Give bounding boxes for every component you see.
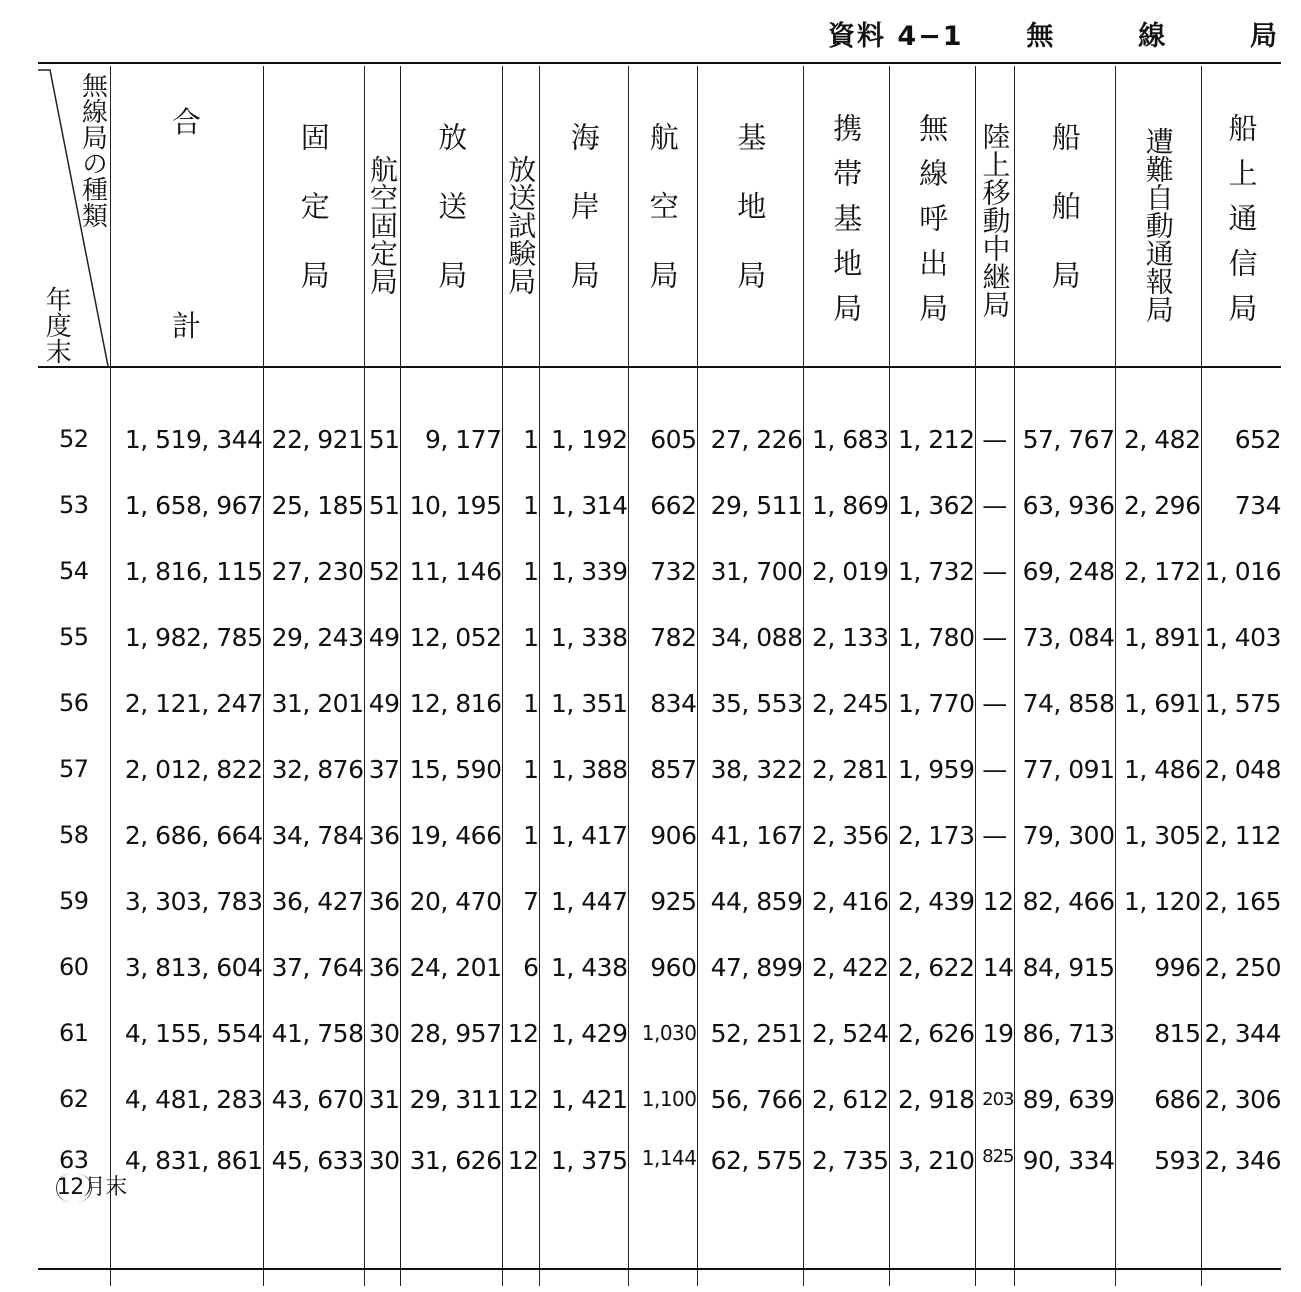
value-cell: 925: [628, 868, 697, 934]
col-header: [628, 66, 697, 367]
value-cell: 2, 048: [1201, 736, 1281, 802]
value-cell: 49: [364, 670, 400, 736]
value-cell: 34, 784: [263, 802, 364, 868]
col-header-text: 航空固定局: [366, 155, 399, 295]
value-cell: 12: [975, 868, 1014, 934]
year-label: 56: [58, 689, 89, 717]
value-cell: 825: [975, 1132, 1014, 1286]
year-cell: [38, 1066, 110, 1132]
value-cell: 1, 192: [539, 367, 628, 472]
value-cell: 1, 403: [1201, 604, 1281, 670]
value-cell: 2, 482: [1115, 367, 1201, 472]
value-cell: 1, 959: [889, 736, 975, 802]
corner-bottom-label: 年度末: [41, 286, 72, 364]
value-cell: 20, 470: [400, 868, 502, 934]
value-cell: 1, 339: [539, 538, 628, 604]
value-cell: 593: [1115, 1132, 1201, 1286]
value-cell: 30: [364, 1132, 400, 1286]
value-cell: 89, 639: [1014, 1066, 1115, 1132]
value-cell: 3, 210: [889, 1132, 975, 1286]
value-cell: 3, 303, 783: [110, 868, 263, 934]
value-cell: 732: [628, 538, 697, 604]
year-label: 60: [58, 953, 89, 981]
value-cell: 1, 212: [889, 367, 975, 472]
corner-top-label: 無線局の種類: [77, 72, 108, 228]
value-cell: 51: [364, 367, 400, 472]
value-cell: 1, 869: [803, 472, 889, 538]
value-cell: 1: [502, 367, 539, 472]
col-header: [697, 66, 803, 367]
table-row: [38, 802, 1281, 868]
col-header: [1115, 66, 1201, 367]
value-cell: 49: [364, 604, 400, 670]
value-cell: 1, 891: [1115, 604, 1201, 670]
value-cell: 2, 422: [803, 934, 889, 1000]
value-cell: 2, 439: [889, 868, 975, 934]
value-cell: 2, 165: [1201, 868, 1281, 934]
value-cell: 51: [364, 472, 400, 538]
value-cell: 22, 921: [263, 367, 364, 472]
value-cell: 52: [364, 538, 400, 604]
value-cell: 10, 195: [400, 472, 502, 538]
value-cell: —: [975, 604, 1014, 670]
value-cell: 2, 250: [1201, 934, 1281, 1000]
year-label: 62: [58, 1085, 89, 1113]
col-header: [539, 66, 628, 367]
value-cell: 960: [628, 934, 697, 1000]
col-header: [110, 66, 263, 367]
value-cell: —: [975, 802, 1014, 868]
value-cell: 31, 700: [697, 538, 803, 604]
value-cell: 2, 346: [1201, 1132, 1281, 1286]
value-cell: 69, 248: [1014, 538, 1115, 604]
year-cell: [38, 538, 110, 604]
value-cell: 1, 362: [889, 472, 975, 538]
value-cell: 36: [364, 868, 400, 934]
value-cell: —: [975, 367, 1014, 472]
col-header-text: 放送局: [434, 121, 469, 329]
value-cell: 203: [975, 1066, 1014, 1132]
value-cell: 27, 226: [697, 367, 803, 472]
value-cell: 2, 612: [803, 1066, 889, 1132]
value-cell: 2, 296: [1115, 472, 1201, 538]
col-header: [1014, 66, 1115, 367]
value-cell: 2, 306: [1201, 1066, 1281, 1132]
value-cell: 19: [975, 1000, 1014, 1066]
year-cell: [38, 736, 110, 802]
value-cell: 1, 421: [539, 1066, 628, 1132]
year-cell: [38, 1000, 110, 1066]
col-header-text: 海岸局: [566, 121, 601, 329]
value-cell: 52, 251: [697, 1000, 803, 1066]
radio-stations-table: [38, 66, 1281, 1286]
value-cell: 36: [364, 934, 400, 1000]
year-cell: [38, 472, 110, 538]
value-cell: 906: [628, 802, 697, 868]
year-cell: [38, 1132, 127, 1286]
table-row: [38, 1000, 1281, 1066]
value-cell: 1, 447: [539, 868, 628, 934]
value-cell: 1, 683: [803, 367, 889, 472]
col-header-text: 無線呼出局: [915, 112, 950, 338]
value-cell: 6: [502, 934, 539, 1000]
value-cell: 1, 770: [889, 670, 975, 736]
col-header-text: 固定局: [296, 121, 331, 329]
value-cell: 2, 524: [803, 1000, 889, 1066]
col-header: [803, 66, 889, 367]
value-cell: 43, 670: [263, 1066, 364, 1132]
value-cell: 1, 732: [889, 538, 975, 604]
value-cell: 834: [628, 670, 697, 736]
value-cell: 4, 481, 283: [110, 1066, 263, 1132]
header-row: [38, 66, 1281, 367]
value-cell: 2, 121, 247: [110, 670, 263, 736]
value-cell: 1: [502, 604, 539, 670]
col-header-text: 遭難自動通報局: [1141, 127, 1175, 323]
value-cell: 36, 427: [263, 868, 364, 934]
year-label: 52: [58, 425, 89, 453]
year-label: 59: [58, 887, 89, 915]
value-cell: 29, 311: [400, 1066, 502, 1132]
value-cell: 12: [502, 1132, 539, 1286]
year-cell: [38, 367, 110, 472]
value-cell: 90, 334: [1014, 1132, 1115, 1286]
value-cell: 2, 918: [889, 1066, 975, 1132]
value-cell: 44, 859: [697, 868, 803, 934]
value-cell: 29, 511: [697, 472, 803, 538]
value-cell: 32, 876: [263, 736, 364, 802]
year-label: 57: [58, 755, 89, 783]
value-cell: 29, 243: [263, 604, 364, 670]
year-cell: [38, 868, 110, 934]
value-cell: 2, 172: [1115, 538, 1201, 604]
value-cell: 1, 438: [539, 934, 628, 1000]
table-row: [38, 1132, 1281, 1286]
table-row: [38, 367, 1281, 472]
value-cell: 3, 813, 604: [110, 934, 263, 1000]
value-cell: 782: [628, 604, 697, 670]
col-header-text: 計: [171, 309, 201, 343]
value-cell: 1: [502, 538, 539, 604]
title-subject-2: 線: [1138, 21, 1168, 52]
table-row: [38, 736, 1281, 802]
value-cell: 7: [502, 868, 539, 934]
year-label: 63: [58, 1146, 89, 1174]
value-cell: 12: [502, 1000, 539, 1066]
value-cell: 1, 780: [889, 604, 975, 670]
value-cell: 86, 713: [1014, 1000, 1115, 1066]
year-cell: [38, 670, 110, 736]
value-cell: 2, 686, 664: [110, 802, 263, 868]
value-cell: 2, 133: [803, 604, 889, 670]
value-cell: 12: [502, 1066, 539, 1132]
year-cell: [38, 934, 110, 1000]
value-cell: —: [975, 538, 1014, 604]
value-cell: 2, 356: [803, 802, 889, 868]
value-cell: 15, 590: [400, 736, 502, 802]
col-header-text: 陸上移動中継局: [978, 122, 1012, 318]
value-cell: 56, 766: [697, 1066, 803, 1132]
value-cell: 1, 314: [539, 472, 628, 538]
value-cell: 24, 201: [400, 934, 502, 1000]
table-row: [38, 934, 1281, 1000]
col-header: [400, 66, 502, 367]
value-cell: —: [975, 736, 1014, 802]
value-cell: 1, 429: [539, 1000, 628, 1066]
value-cell: 1, 486: [1115, 736, 1201, 802]
value-cell: 1: [502, 736, 539, 802]
value-cell: 30: [364, 1000, 400, 1066]
top-rule: [38, 62, 1281, 64]
value-cell: 1, 016: [1201, 538, 1281, 604]
value-cell: 57, 767: [1014, 367, 1115, 472]
col-header: [364, 66, 400, 367]
value-cell: 2, 416: [803, 868, 889, 934]
value-cell: 1, 575: [1201, 670, 1281, 736]
value-cell: 2, 281: [803, 736, 889, 802]
value-cell: 2, 173: [889, 802, 975, 868]
value-cell: 31: [364, 1066, 400, 1132]
value-cell: 45, 633: [263, 1132, 364, 1286]
year-label: 54: [58, 557, 89, 585]
col-header-text: 船舶局: [1047, 121, 1082, 329]
table-row: [38, 472, 1281, 538]
col-header-text: 航空局: [645, 121, 680, 329]
col-header: [502, 66, 539, 367]
value-cell: 47, 899: [697, 934, 803, 1000]
value-cell: 79, 300: [1014, 802, 1115, 868]
value-cell: 1, 816, 115: [110, 538, 263, 604]
col-header-text: 合: [171, 105, 201, 139]
value-cell: 662: [628, 472, 697, 538]
value-cell: 63, 936: [1014, 472, 1115, 538]
value-cell: 77, 091: [1014, 736, 1115, 802]
value-cell: 2, 344: [1201, 1000, 1281, 1066]
year-label: 55: [58, 623, 89, 651]
col-header-text: 基地局: [733, 121, 768, 329]
year-sub-label: 12月末: [56, 1174, 92, 1202]
value-cell: 1, 120: [1115, 868, 1201, 934]
value-cell: 38, 322: [697, 736, 803, 802]
value-cell: 36: [364, 802, 400, 868]
value-cell: 4, 831, 861: [110, 1132, 263, 1286]
value-cell: 2, 112: [1201, 802, 1281, 868]
year-cell: [38, 802, 110, 868]
value-cell: 25, 185: [263, 472, 364, 538]
table-row: [38, 1066, 1281, 1132]
year-label: 61: [58, 1019, 89, 1047]
table-row: [38, 604, 1281, 670]
value-cell: 1, 417: [539, 802, 628, 868]
value-cell: 652: [1201, 367, 1281, 472]
value-cell: 74, 858: [1014, 670, 1115, 736]
value-cell: 1, 338: [539, 604, 628, 670]
value-cell: 12, 052: [400, 604, 502, 670]
value-cell: 2, 245: [803, 670, 889, 736]
value-cell: 1, 519, 344: [110, 367, 263, 472]
value-cell: 734: [1201, 472, 1281, 538]
title-subject-1: 無: [1026, 21, 1056, 52]
value-cell: 857: [628, 736, 697, 802]
page-title: [828, 14, 1279, 53]
year-label: 53: [58, 491, 89, 519]
col-header: [1201, 66, 1281, 367]
value-cell: 1: [502, 802, 539, 868]
value-cell: 2, 626: [889, 1000, 975, 1066]
title-subject-3: 局: [1250, 21, 1279, 52]
value-cell: 1,100: [628, 1066, 697, 1132]
col-header-text: 携帯基地局: [829, 112, 864, 338]
year-cell: [38, 604, 110, 670]
value-cell: —: [975, 472, 1014, 538]
value-cell: 2, 019: [803, 538, 889, 604]
value-cell: 41, 167: [697, 802, 803, 868]
value-cell: 1, 375: [539, 1132, 628, 1286]
value-cell: 12, 816: [400, 670, 502, 736]
value-cell: 1, 388: [539, 736, 628, 802]
value-cell: 31, 201: [263, 670, 364, 736]
value-cell: 2, 735: [803, 1132, 889, 1286]
value-cell: 1, 982, 785: [110, 604, 263, 670]
value-cell: 41, 758: [263, 1000, 364, 1066]
value-cell: 1,144: [628, 1132, 697, 1286]
col-header: [263, 66, 364, 367]
value-cell: 73, 084: [1014, 604, 1115, 670]
value-cell: 28, 957: [400, 1000, 502, 1066]
title-label: 資料 4−1: [827, 21, 964, 52]
value-cell: 82, 466: [1014, 868, 1115, 934]
value-cell: 996: [1115, 934, 1201, 1000]
value-cell: 84, 915: [1014, 934, 1115, 1000]
value-cell: 27, 230: [263, 538, 364, 604]
value-cell: 1,030: [628, 1000, 697, 1066]
year-label: 58: [58, 821, 89, 849]
value-cell: 1, 691: [1115, 670, 1201, 736]
value-cell: 2, 622: [889, 934, 975, 1000]
value-cell: 14: [975, 934, 1014, 1000]
value-cell: 1: [502, 670, 539, 736]
value-cell: 1: [502, 472, 539, 538]
value-cell: 35, 553: [697, 670, 803, 736]
col-header-text: 船上通信局: [1224, 112, 1259, 338]
value-cell: 19, 466: [400, 802, 502, 868]
value-cell: 34, 088: [697, 604, 803, 670]
table-row: [38, 868, 1281, 934]
col-header: [889, 66, 975, 367]
value-cell: 37, 764: [263, 934, 364, 1000]
value-cell: 686: [1115, 1066, 1201, 1132]
value-cell: 9, 177: [400, 367, 502, 472]
col-header-text: 放送試験局: [504, 155, 538, 295]
value-cell: 2, 012, 822: [110, 736, 263, 802]
value-cell: —: [975, 670, 1014, 736]
value-cell: 31, 626: [400, 1132, 502, 1286]
value-cell: 4, 155, 554: [110, 1000, 263, 1066]
value-cell: 11, 146: [400, 538, 502, 604]
value-cell: 1, 658, 967: [110, 472, 263, 538]
value-cell: 815: [1115, 1000, 1201, 1066]
value-cell: 37: [364, 736, 400, 802]
table-row: [38, 670, 1281, 736]
table-row: [38, 538, 1281, 604]
value-cell: 1, 351: [539, 670, 628, 736]
corner-cell: [38, 66, 110, 367]
value-cell: 1, 305: [1115, 802, 1201, 868]
col-header: [975, 66, 1014, 367]
value-cell: 605: [628, 367, 697, 472]
value-cell: 62, 575: [697, 1132, 803, 1286]
